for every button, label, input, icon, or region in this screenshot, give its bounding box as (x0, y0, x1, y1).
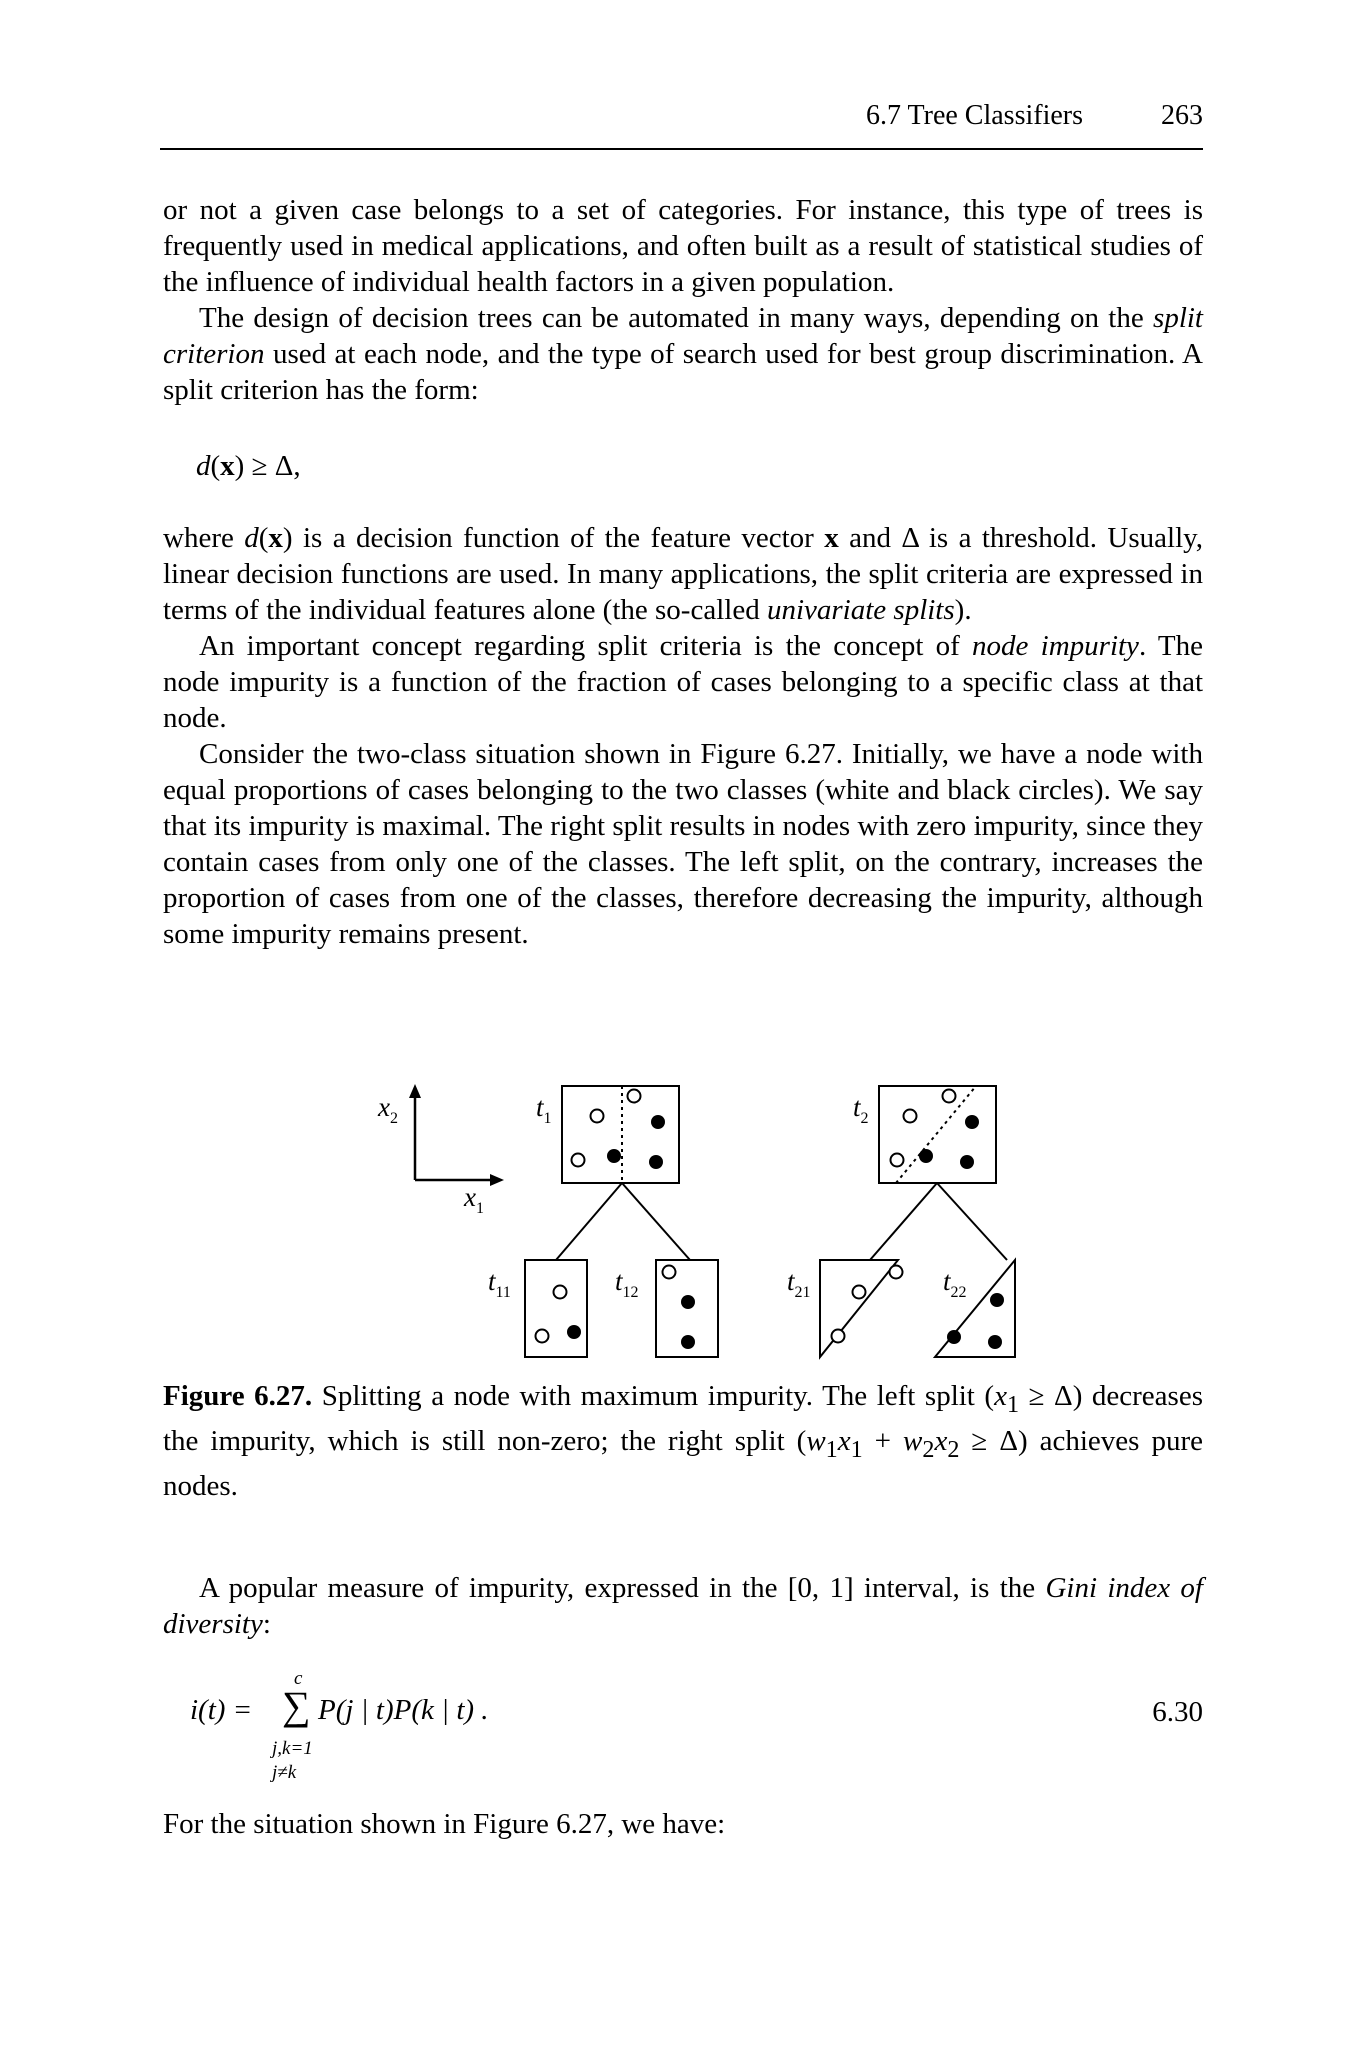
page-number: 263 (1161, 100, 1203, 131)
node-t22-label: $t_{22}$ (943, 1266, 967, 1301)
gini-index-equation (190, 1668, 1203, 1788)
header-rule (160, 148, 1203, 150)
t1-right-edge (622, 1183, 690, 1260)
node-t2-label: $t_2$ (853, 1092, 869, 1127)
split-tree-diagram (360, 1080, 1040, 1370)
split-criterion-equation: d(x) ≥ Δ, (196, 450, 301, 482)
term-univariate-splits: univariate splits (766, 594, 955, 626)
t2-left-edge (870, 1183, 937, 1260)
equation-number: 6.30 (1152, 1696, 1203, 1728)
node-t11-box (525, 1260, 587, 1357)
gini-upper-limit: c (294, 1668, 303, 1689)
t1-left-edge (556, 1183, 622, 1260)
gini-lower-limit: j,k=1 (272, 1738, 313, 1759)
node-t1-box (562, 1086, 679, 1183)
page-header (160, 100, 1203, 140)
node-t2-box (879, 1086, 996, 1183)
paragraph-5: Consider the two-class situation shown in Figure 6.27. Initially, we have a node with equal proportions of cases belonging to the two classes (white and black circles). We say that its impurity is maximal. The right split results in nodes with zero impurity, since they contain cases from only one of the classes. The left split, on the contrary, increases the proportion of cases from one of the classes, therefore decreasing the impurity, although some impurity remains present. (163, 738, 1203, 950)
paragraph-7: For the situation shown in Figure 6.27, we have: (163, 1808, 726, 1840)
term-gini-index: Gini index of diversity (163, 1572, 1203, 1640)
figure-6-27 (360, 1080, 1040, 1370)
paragraph-2: The design of decision trees can be automated in many ways, depending on the split criterion used at each node, and the type of search used for best group discrimination. A split criterion has the form: (163, 302, 1203, 406)
caption-label: Figure 6.27. (163, 1380, 313, 1412)
gini-condition: j≠k (272, 1762, 297, 1783)
paragraph-3: where d(x) is a decision function of the feature vector x and Δ is a threshold. Usually, linear decision functions are used. In many applications, the split criteria are expressed in terms of the individual features alone (the so-called univariate splits). (163, 522, 1204, 626)
node-t21-label: $t_{21}$ (787, 1266, 811, 1301)
text-block-2 (163, 520, 1203, 952)
gini-lhs: i(t) = (190, 1694, 253, 1726)
paragraph-4: An important concept regarding split criteria is the concept of node impurity. The node impurity is a function of the fraction of cases belonging to a specific class at that node. (163, 630, 1203, 734)
figure-caption: Figure 6.27. Splitting a node with maximum impurity. The left split $(x_1 \ge \Delta)$ decreases the impurity, which is still non-zero; the right split $(w_1x_1 + w_2x_2 \ge \Delta)$ achieves pure nodes. (163, 1380, 1203, 1502)
paragraph-6: A popular measure of impurity, expressed in the [0, 1] interval, is the Gini index of diversity: (163, 1572, 1203, 1640)
text-block-1 (163, 192, 1203, 408)
t2-split-line (896, 1086, 976, 1183)
gini-term: P(j | t)P(k | t) . (318, 1694, 489, 1726)
node-t21-triangle (820, 1260, 898, 1357)
text-block-4 (163, 1806, 1203, 1842)
term-node-impurity: node impurity (972, 630, 1139, 662)
node-t1-label: $t_1$ (536, 1092, 552, 1127)
running-title: 6.7 Tree Classifiers (866, 100, 1083, 131)
axis-x2-label: $x_2$ (378, 1092, 398, 1127)
axis-x1-label: $x_1$ (464, 1182, 484, 1217)
t2-right-edge (937, 1183, 1007, 1260)
text-block-3 (163, 1570, 1203, 1642)
gini-sigma: ∑ (282, 1683, 311, 1728)
node-t12-label: $t_{12}$ (615, 1266, 639, 1301)
term-split-criterion: split criterion (163, 302, 1203, 370)
axis-x1-arrow (490, 1174, 504, 1186)
node-t11-label: $t_{11}$ (488, 1266, 511, 1301)
paragraph-1: or not a given case belongs to a set of categories. For instance, this type of trees is frequently used in medical applications, and often built as a result of statistical studies of the influence of individual health factors in a given population. (163, 194, 1203, 298)
axis-x2-arrow (409, 1084, 421, 1098)
